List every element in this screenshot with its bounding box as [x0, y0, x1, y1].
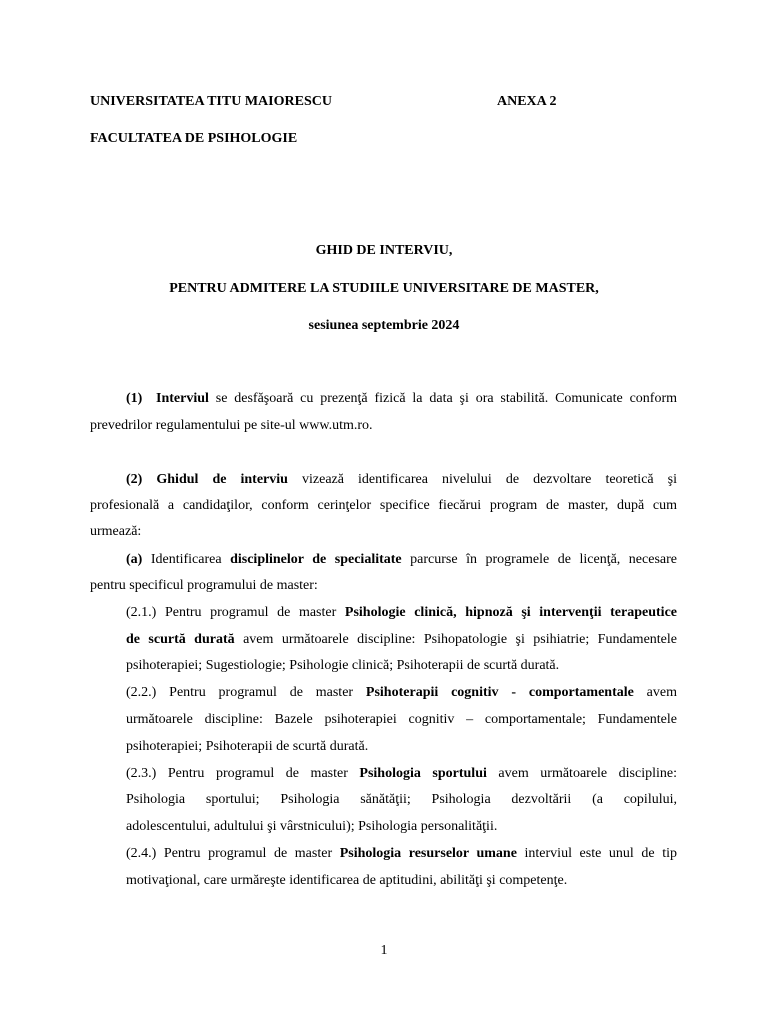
p2-bold: (2) Ghidul de interviu: [126, 472, 288, 487]
paragraph-2-line-3: urmează:: [90, 524, 142, 539]
session-subtitle: sesiunea septembrie 2024: [308, 318, 460, 333]
item-2-3-line-2: Psihologia sportului; Psihologia sănătăţii; Psihologia dezvoltării (a copilului,: [126, 792, 677, 807]
item-2-1-line-2: [126, 630, 677, 650]
item-2-1-line-3: psihoterapiei; Sugestiologie; Psihologie clinică; Psihoterapii de scurtă durată.: [126, 658, 560, 673]
p24-pre: (2.4.) Pentru programul de master: [126, 846, 340, 861]
item-2-3-line-1: [126, 764, 677, 784]
item-2-2-line-2: următoarele discipline: Bazele psihoterapiei cognitiv – comportamentale; Fundamentele: [126, 712, 677, 727]
p2-rest: vizează identificarea nivelului de dezvoltare teoretică şi: [287, 472, 678, 487]
p21-rest2: avem următoarele discipline: Psihopatologie şi psihiatrie; Fundamentele: [234, 632, 677, 647]
p24-rest: interviul este unul de tip: [516, 846, 677, 861]
item-2-2-line-1: [126, 683, 677, 703]
p1-num: (1): [126, 391, 143, 406]
pa-pre: Identificarea: [142, 552, 231, 567]
item-a-line-1: [126, 550, 677, 570]
item-a-line-2: pentru specificul programului de master:: [90, 578, 318, 593]
faculty-name: FACULTATEA DE PSIHOLOGIE: [90, 131, 298, 146]
title-line-2: PENTRU ADMITERE LA STUDIILE UNIVERSITARE DE MASTER,: [169, 281, 599, 296]
university-name: UNIVERSITATEA TITU MAIORESCU: [90, 94, 332, 109]
p23-bold: Psihologia sportului: [359, 766, 487, 781]
paragraph-2-line-2: profesională a candidaţilor, conform cerinţelor specifice fiecărui program de master, după cum: [90, 498, 677, 513]
item-2-4-line-1: [126, 844, 677, 864]
paragraph-2-line-1: [126, 470, 677, 490]
pa-rest: parcurse în programele de licenţă, necesare: [401, 552, 677, 567]
item-2-3-line-3: adolescentului, adultului şi vârstnicului); Psihologia personalităţii.: [126, 819, 498, 834]
p23-rest: avem următoarele discipline:: [486, 766, 677, 781]
p23-pre: (2.3.) Pentru programul de master: [126, 766, 360, 781]
annex-label: ANEXA 2: [497, 94, 557, 109]
p1-bold: Interviul: [156, 391, 209, 406]
p22-pre: (2.2.) Pentru programul de master: [126, 685, 366, 700]
p1-rest: se desfăşoară cu prezenţă fizică la data şi ora stabilită. Comunicate conform: [208, 391, 677, 406]
item-2-2-line-3: psihoterapiei; Psihoterapii de scurtă durată.: [126, 739, 369, 754]
p21-bold: Psihologie clinică, hipnoză şi intervenţii terapeutice: [344, 605, 677, 620]
title-line-1: GHID DE INTERVIU,: [315, 243, 453, 258]
page-number: 1: [380, 943, 388, 958]
p22-bold: Psihoterapii cognitiv - comportamentale: [365, 685, 634, 700]
pa-bold: (a): [126, 552, 143, 567]
p21-pre: (2.1.) Pentru programul de master: [126, 605, 345, 620]
paragraph-1-line-2: prevedrilor regulamentului pe site-ul www.utm.ro.: [90, 418, 373, 433]
p22-rest: avem: [633, 685, 677, 700]
paragraph-1-line-1: [126, 389, 677, 409]
pa-bold2: disciplinelor de specialitate: [230, 552, 402, 567]
item-2-4-line-2: motivaţional, care urmăreşte identificarea de aptitudini, abilităţi şi competenţe.: [126, 873, 568, 888]
p21-bold2: de scurtă durată: [126, 632, 235, 647]
item-2-1-line-1: [126, 603, 677, 623]
p24-bold: Psihologia resurselor umane: [339, 846, 517, 861]
